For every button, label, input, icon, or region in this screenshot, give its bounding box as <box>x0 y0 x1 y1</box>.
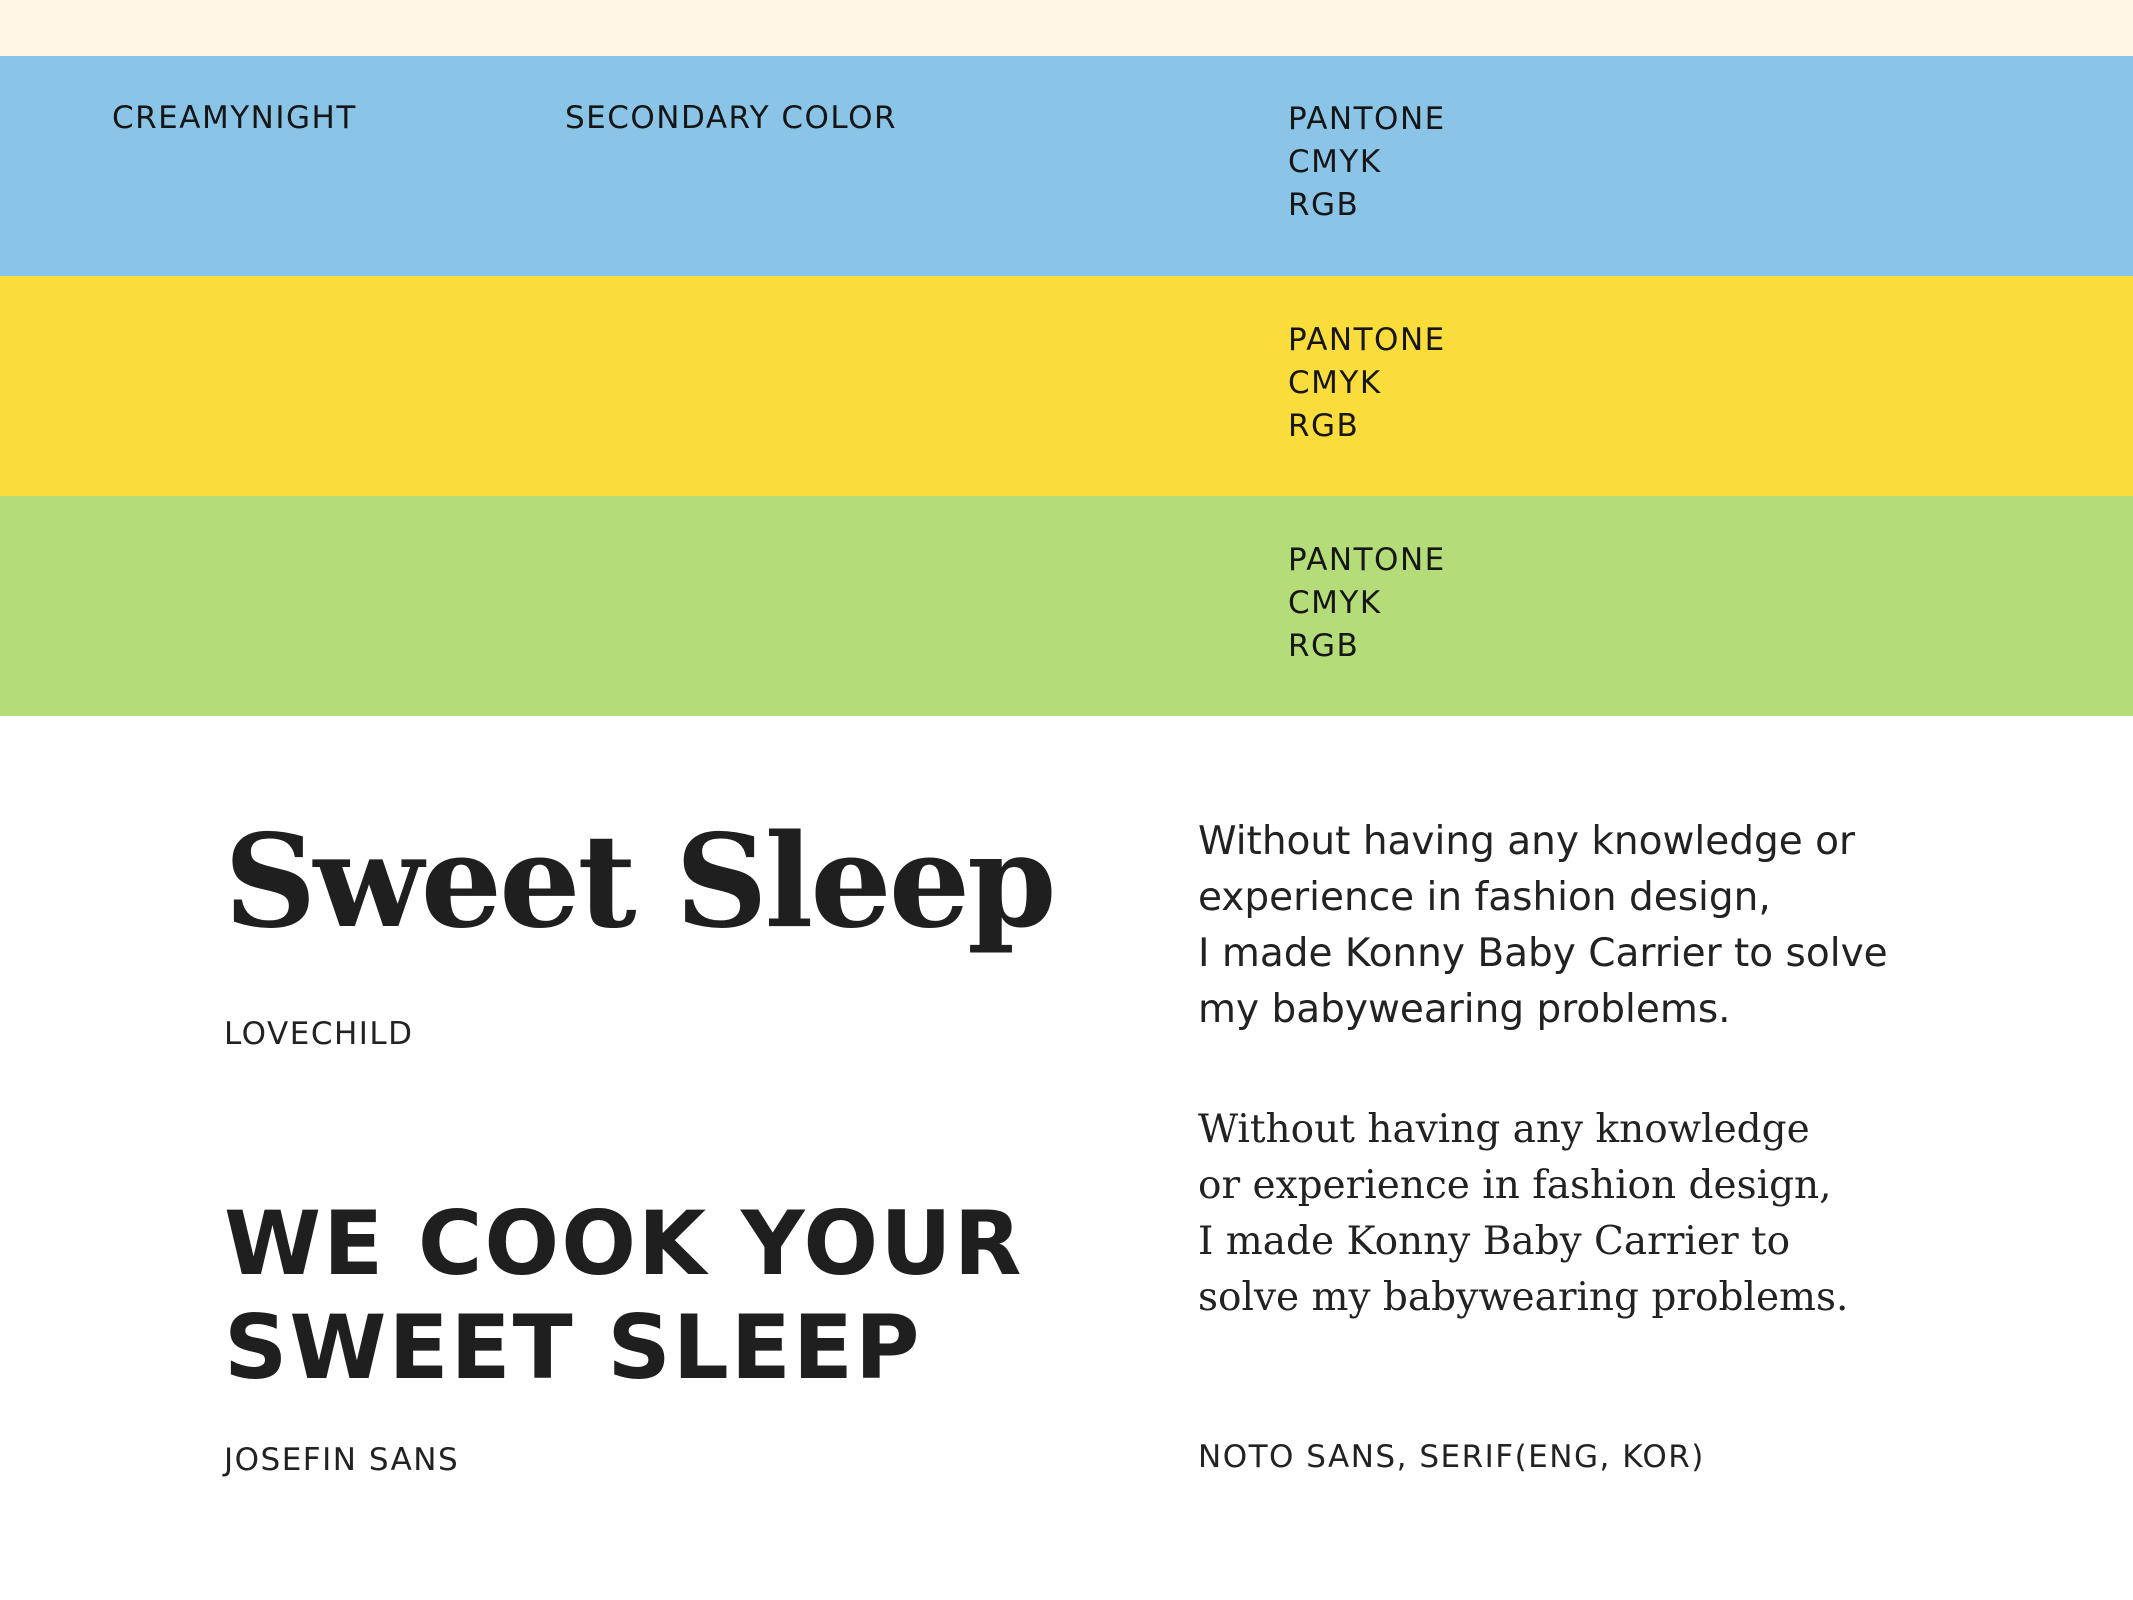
swatch-role: SECONDARY COLOR <box>565 100 898 136</box>
yellow-spec-list <box>1288 319 1446 448</box>
headline-type-sample <box>224 1192 1023 1400</box>
green-swatch-band <box>0 496 2133 716</box>
cream-band <box>0 0 2133 56</box>
body-line: Without having any knowledge <box>1198 1107 1810 1152</box>
body-serif-sample <box>1198 1102 1848 1326</box>
body-font-name: NOTO SANS, SERIF(ENG, KOR) <box>1198 1439 1705 1475</box>
spec-pantone: PANTONE <box>1288 101 1446 137</box>
spec-rgb: RGB <box>1288 187 1360 223</box>
spec-pantone: PANTONE <box>1288 322 1446 358</box>
green-spec-list <box>1288 539 1446 668</box>
body-line: Without having any knowledge or <box>1198 819 1856 864</box>
blue-spec-list <box>1288 98 1446 227</box>
spec-cmyk: CMYK <box>1288 585 1382 621</box>
body-line: experience in fashion design, <box>1198 875 1771 920</box>
headline-font-name: JOSEFIN SANS <box>224 1442 460 1478</box>
body-line: my babywearing problems. <box>1198 987 1731 1032</box>
display-font-name: LOVECHILD <box>224 1016 414 1052</box>
spec-pantone: PANTONE <box>1288 542 1446 578</box>
display-type-sample: Sweet Sleep <box>224 807 1054 957</box>
spec-cmyk: CMYK <box>1288 144 1382 180</box>
body-line: or experience in fashion design, <box>1198 1163 1832 1208</box>
spec-rgb: RGB <box>1288 408 1360 444</box>
headline-line: SWEET SLEEP <box>224 1296 922 1399</box>
yellow-swatch-band <box>0 276 2133 496</box>
spec-cmyk: CMYK <box>1288 365 1382 401</box>
body-line: I made Konny Baby Carrier to solve <box>1198 931 1888 976</box>
blue-swatch-band <box>0 56 2133 276</box>
body-sans-sample <box>1198 814 1888 1038</box>
headline-line: WE COOK YOUR <box>224 1192 1024 1295</box>
spec-rgb: RGB <box>1288 628 1360 664</box>
swatch-name: CREAMYNIGHT <box>112 100 357 136</box>
body-line: solve my babywearing problems. <box>1198 1275 1849 1320</box>
body-line: I made Konny Baby Carrier to <box>1198 1219 1791 1264</box>
